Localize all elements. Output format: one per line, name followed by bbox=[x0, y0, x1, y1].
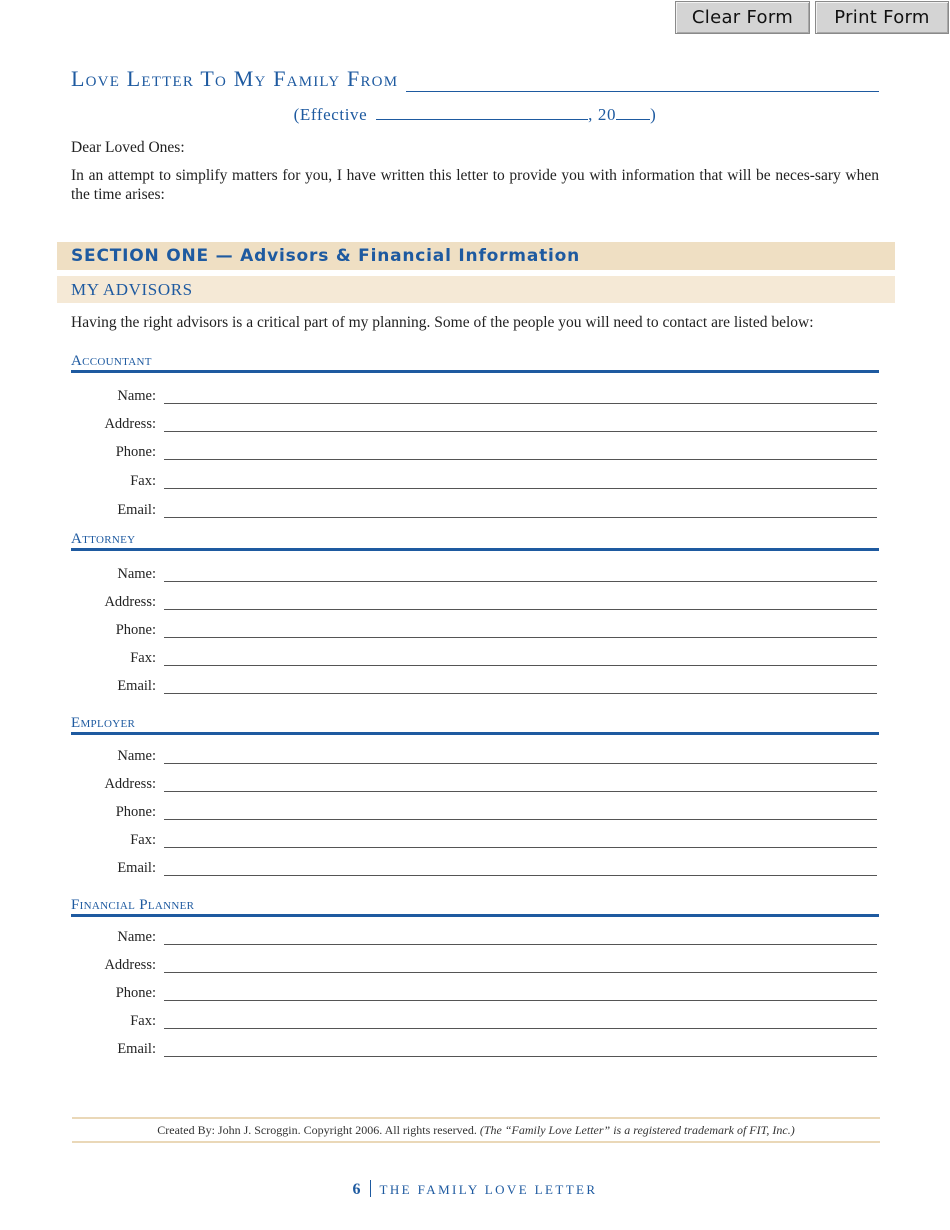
employer-address-field[interactable] bbox=[164, 791, 877, 792]
attorney-address-field[interactable] bbox=[164, 609, 877, 610]
field-label: Address: bbox=[104, 776, 156, 792]
copyright-footer bbox=[72, 1117, 880, 1143]
attorney-fax-row bbox=[71, 650, 879, 670]
attorney-fax-field[interactable] bbox=[164, 665, 877, 666]
field-label: Name: bbox=[117, 566, 156, 582]
field-label: Email: bbox=[117, 678, 156, 694]
planner-phone-field[interactable] bbox=[164, 1000, 877, 1001]
group-heading-financial-planner: Financial Planner bbox=[71, 897, 879, 917]
accountant-name-field[interactable] bbox=[164, 403, 877, 404]
print-form-button[interactable]: Print Form bbox=[815, 1, 949, 34]
field-label: Address: bbox=[104, 594, 156, 610]
group-heading-employer: Employer bbox=[71, 715, 879, 735]
planner-address-row bbox=[71, 957, 879, 977]
attorney-email-row bbox=[71, 678, 879, 698]
field-label: Address: bbox=[104, 957, 156, 973]
intro-paragraph: In an attempt to simplify matters for you, I have written this letter to provide you with information that will be neces-sary when the time arises: bbox=[71, 167, 879, 203]
letter-title-text: Love Letter To My Family From bbox=[71, 66, 399, 91]
planner-address-field[interactable] bbox=[164, 972, 877, 973]
book-title: THE FAMILY LOVE LETTER bbox=[379, 1182, 598, 1197]
employer-fax-row bbox=[71, 832, 879, 852]
employer-email-field[interactable] bbox=[164, 875, 877, 876]
effective-date-field[interactable] bbox=[376, 104, 588, 120]
copyright-credit: Created By: John J. Scroggin. Copyright 2006. All rights reserved. bbox=[157, 1123, 477, 1137]
effective-date-line bbox=[0, 104, 950, 125]
employer-fax-field[interactable] bbox=[164, 847, 877, 848]
planner-email-field[interactable] bbox=[164, 1056, 877, 1057]
field-label: Email: bbox=[117, 502, 156, 518]
from-name-field[interactable] bbox=[406, 69, 879, 92]
attorney-address-row bbox=[71, 594, 879, 614]
employer-name-field[interactable] bbox=[164, 763, 877, 764]
attorney-phone-row bbox=[71, 622, 879, 642]
effective-prefix: (Effective bbox=[293, 105, 368, 124]
effective-year-field[interactable] bbox=[616, 104, 650, 120]
accountant-email-field[interactable] bbox=[164, 517, 877, 518]
planner-name-field[interactable] bbox=[164, 944, 877, 945]
field-label: Fax: bbox=[130, 650, 156, 666]
field-label: Phone: bbox=[115, 622, 156, 638]
accountant-fax-row bbox=[71, 473, 879, 493]
planner-fax-field[interactable] bbox=[164, 1028, 877, 1029]
greeting: Dear Loved Ones: bbox=[71, 139, 185, 156]
field-label: Fax: bbox=[130, 473, 156, 489]
letter-title bbox=[71, 66, 879, 92]
field-label: Phone: bbox=[115, 985, 156, 1001]
planner-name-row bbox=[71, 929, 879, 949]
field-label: Name: bbox=[117, 748, 156, 764]
trademark-note: (The “Family Love Letter” is a registered trademark of FIT, Inc.) bbox=[479, 1123, 795, 1137]
accountant-address-row bbox=[71, 416, 879, 436]
accountant-address-field[interactable] bbox=[164, 431, 877, 432]
accountant-name-row bbox=[71, 388, 879, 408]
effective-suffix: ) bbox=[650, 105, 657, 124]
group-heading-accountant: Accountant bbox=[71, 353, 879, 373]
attorney-name-field[interactable] bbox=[164, 581, 877, 582]
field-label: Address: bbox=[104, 416, 156, 432]
planner-phone-row bbox=[71, 985, 879, 1005]
employer-email-row bbox=[71, 860, 879, 880]
clear-form-button[interactable]: Clear Form bbox=[675, 1, 810, 34]
accountant-fax-field[interactable] bbox=[164, 488, 877, 489]
section-subtitle: MY ADVISORS bbox=[57, 276, 895, 303]
planner-fax-row bbox=[71, 1013, 879, 1033]
employer-phone-field[interactable] bbox=[164, 819, 877, 820]
accountant-email-row bbox=[71, 502, 879, 522]
field-label: Name: bbox=[117, 388, 156, 404]
group-heading-attorney: Attorney bbox=[71, 531, 879, 551]
attorney-email-field[interactable] bbox=[164, 693, 877, 694]
field-label: Phone: bbox=[115, 444, 156, 460]
employer-name-row bbox=[71, 748, 879, 768]
employer-address-row bbox=[71, 776, 879, 796]
page-footer bbox=[0, 1180, 950, 1199]
attorney-phone-field[interactable] bbox=[164, 637, 877, 638]
effective-year-prefix: , 20 bbox=[588, 105, 617, 124]
attorney-name-row bbox=[71, 566, 879, 586]
planner-email-row bbox=[71, 1041, 879, 1061]
field-label: Email: bbox=[117, 860, 156, 876]
section-title: SECTION ONE — Advisors & Financial Information bbox=[57, 242, 895, 270]
field-label: Email: bbox=[117, 1041, 156, 1057]
field-label: Phone: bbox=[115, 804, 156, 820]
field-label: Fax: bbox=[130, 1013, 156, 1029]
field-label: Name: bbox=[117, 929, 156, 945]
advisors-intro: Having the right advisors is a critical part of my planning. Some of the people you will need to contact are listed below: bbox=[71, 314, 814, 331]
accountant-phone-field[interactable] bbox=[164, 459, 877, 460]
accountant-phone-row bbox=[71, 444, 879, 464]
page-number: 6 bbox=[352, 1181, 361, 1198]
footer-divider bbox=[370, 1180, 371, 1197]
employer-phone-row bbox=[71, 804, 879, 824]
field-label: Fax: bbox=[130, 832, 156, 848]
